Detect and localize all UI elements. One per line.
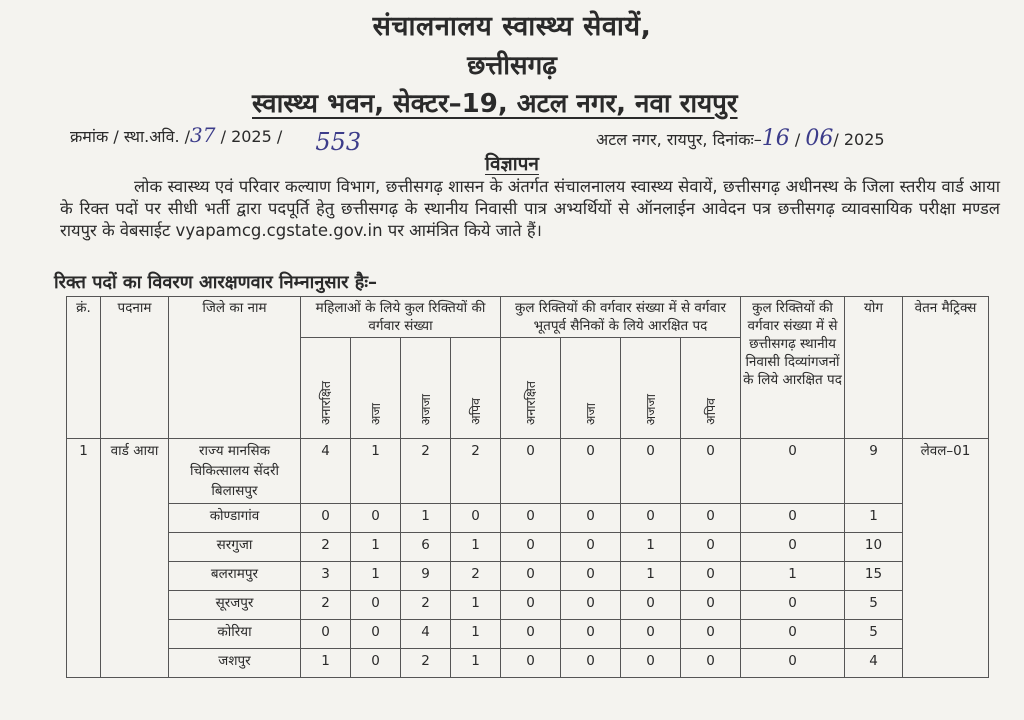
cell-women-sc: 1 [351, 439, 401, 504]
col-ex-obc [681, 338, 741, 439]
cell-ex-sc: 0 [561, 620, 621, 649]
col-women-ur [301, 338, 351, 439]
reference-number [70, 120, 362, 156]
notice-title: विज्ञापन [485, 153, 539, 175]
cell-divyang: 0 [741, 620, 845, 649]
cell-ex-ur: 0 [501, 504, 561, 533]
cell-district: कोण्डागांव [169, 504, 301, 533]
cell-divyang: 0 [741, 504, 845, 533]
cell-ex-ur: 0 [501, 533, 561, 562]
org-state: छत्तीसगढ़ [467, 51, 557, 81]
col-women-st [401, 338, 451, 439]
cell-post: वार्ड आया [101, 439, 169, 678]
col-ex-st-label: अजजा [642, 393, 658, 425]
table-row [67, 533, 989, 562]
cell-district: राज्य मानसिक चिकित्सालय सेंदरी बिलासपुर [169, 439, 301, 504]
cell-women-obc: 1 [451, 620, 501, 649]
col-post: पदनाम [101, 297, 169, 439]
cell-ex-st: 1 [621, 533, 681, 562]
org-address: स्वास्थ्य भवन, सेक्टर–19, अटल नगर, नवा रायपुर [252, 89, 738, 119]
cell-ex-obc: 0 [681, 562, 741, 591]
cell-district: कोरिया [169, 620, 301, 649]
col-ex-ur-label: अनारक्षित [522, 380, 538, 425]
col-exservice-group: कुल रिक्तियों की वर्गवार संख्या में से वर्गवार भूतपूर्व सैनिकों के लिये आरक्षित पद [501, 297, 741, 338]
cell-ex-sc: 0 [561, 562, 621, 591]
vacancy-table-wrapper [66, 296, 989, 678]
col-sno: क्रं. [67, 297, 101, 439]
cell-ex-sc: 0 [561, 649, 621, 678]
cell-women-st: 4 [401, 620, 451, 649]
cell-sno: 1 [67, 439, 101, 678]
col-total: योग [845, 297, 903, 439]
cell-women-st: 1 [401, 504, 451, 533]
cell-district: सरगुजा [169, 533, 301, 562]
col-pay: वेतन मैट्रिक्स [903, 297, 989, 439]
cell-women-ur: 1 [301, 649, 351, 678]
col-women-group: महिलाओं के लिये कुल रिक्तियों की वर्गवार संख्या [301, 297, 501, 338]
cell-divyang: 0 [741, 649, 845, 678]
col-ex-sc-label: अजा [582, 402, 598, 425]
cell-women-ur: 3 [301, 562, 351, 591]
file-number: 37 [190, 123, 216, 147]
col-ex-sc [561, 338, 621, 439]
cell-ex-ur: 0 [501, 439, 561, 504]
cell-total: 15 [845, 562, 903, 591]
cell-ex-st: 0 [621, 620, 681, 649]
cell-ex-obc: 0 [681, 591, 741, 620]
cell-ex-st: 0 [621, 591, 681, 620]
table-row [67, 562, 989, 591]
col-district: जिले का नाम [169, 297, 301, 439]
cell-ex-ur: 0 [501, 649, 561, 678]
cell-total: 1 [845, 504, 903, 533]
col-ex-ur [501, 338, 561, 439]
notice-paragraph [60, 176, 1000, 242]
place-date-prefix: अटल नगर, रायपुर, दिनांकः– [596, 130, 762, 149]
col-women-sc-label: अजा [367, 402, 383, 425]
cell-ex-obc: 0 [681, 649, 741, 678]
cell-women-st: 2 [401, 649, 451, 678]
col-ex-st [621, 338, 681, 439]
cell-total: 5 [845, 591, 903, 620]
cell-ex-obc: 0 [681, 439, 741, 504]
cell-women-ur: 2 [301, 591, 351, 620]
table-header-row [67, 297, 989, 338]
cell-ex-obc: 0 [681, 533, 741, 562]
cell-women-sc: 1 [351, 562, 401, 591]
cell-women-obc: 2 [451, 439, 501, 504]
date-year: / 2025 [833, 130, 885, 149]
cell-women-obc: 0 [451, 504, 501, 533]
cell-ex-st: 0 [621, 504, 681, 533]
cell-district: सूरजपुर [169, 591, 301, 620]
table-row [67, 439, 989, 504]
dispatch-number: 553 [315, 128, 362, 156]
cell-women-sc: 0 [351, 620, 401, 649]
cell-total: 5 [845, 620, 903, 649]
cell-women-obc: 1 [451, 533, 501, 562]
cell-ex-sc: 0 [561, 439, 621, 504]
col-women-st-label: अजजा [417, 393, 433, 425]
cell-women-ur: 2 [301, 533, 351, 562]
date-day: 16 [761, 126, 790, 151]
cell-ex-sc: 0 [561, 591, 621, 620]
cell-women-st: 9 [401, 562, 451, 591]
cell-women-st: 2 [401, 439, 451, 504]
cell-total: 4 [845, 649, 903, 678]
cell-women-obc: 2 [451, 562, 501, 591]
cell-women-ur: 4 [301, 439, 351, 504]
cell-total: 10 [845, 533, 903, 562]
table-row [67, 620, 989, 649]
reference-prefix: क्रमांक / स्था.अवि. / [70, 127, 191, 146]
cell-pay: लेवल–01 [903, 439, 989, 678]
col-women-obc-label: अपिव [467, 398, 483, 425]
vacancy-table [66, 296, 989, 678]
cell-women-st: 2 [401, 591, 451, 620]
cell-ex-obc: 0 [681, 620, 741, 649]
col-women-obc [451, 338, 501, 439]
cell-ex-st: 1 [621, 562, 681, 591]
cell-divyang: 0 [741, 533, 845, 562]
table-row [67, 504, 989, 533]
table-row [67, 649, 989, 678]
cell-ex-sc: 0 [561, 533, 621, 562]
cell-district: जशपुर [169, 649, 301, 678]
cell-ex-sc: 0 [561, 504, 621, 533]
col-ex-obc-label: अपिव [702, 398, 718, 425]
cell-divyang: 0 [741, 591, 845, 620]
cell-women-ur: 0 [301, 620, 351, 649]
cell-total: 9 [845, 439, 903, 504]
reference-year: / 2025 / [220, 127, 283, 146]
cell-divyang: 0 [741, 439, 845, 504]
cell-women-sc: 0 [351, 504, 401, 533]
cell-ex-st: 0 [621, 439, 681, 504]
cell-ex-obc: 0 [681, 504, 741, 533]
cell-women-sc: 0 [351, 649, 401, 678]
cell-women-sc: 1 [351, 533, 401, 562]
cell-women-obc: 1 [451, 591, 501, 620]
notice-paragraph-text: लोक स्वास्थ्य एवं परिवार कल्याण विभाग, छत्तीसगढ़ शासन के अंतर्गत संचालनालय स्वास्थ्य सेवायें, छत्तीसगढ़ अधीनस्थ के जिला स्तरीय वार्ड आया के रिक्त पदों पर सीधी भर्ती द्वारा पदपूर्ति हेतु छत्तीसगढ़ के स्थानीय निवासी पात्र अभ्यर्थियों से ऑनलाईन आवेदन पत्र छत्तीसगढ़ व्यावसायिक परीक्षा मण्डल रायपुर के वेबसाईट vyapamcg.cgstate.gov.in पर आमंत्रित किये जाते हैं। [60, 177, 1000, 240]
cell-ex-ur: 0 [501, 620, 561, 649]
cell-divyang: 1 [741, 562, 845, 591]
col-women-sc [351, 338, 401, 439]
table-title: रिक्त पदों का विवरण आरक्षणवार निम्नानुसार हैः– [54, 272, 377, 293]
col-women-ur-label: अनारक्षित [317, 380, 333, 425]
date-month: 06 [805, 126, 834, 151]
cell-ex-ur: 0 [501, 562, 561, 591]
place-date: अटल नगर, रायपुर, दिनांकः–16 / 06/ 2025 [596, 126, 885, 151]
cell-district: बलरामपुर [169, 562, 301, 591]
cell-women-st: 6 [401, 533, 451, 562]
cell-women-obc: 1 [451, 649, 501, 678]
cell-ex-st: 0 [621, 649, 681, 678]
table-row [67, 591, 989, 620]
col-divyang: कुल रिक्तियों की वर्गवार संख्या में से छत्तीसगढ़ स्थानीय निवासी दिव्यांगजनों के लिये आरक्षित पद [741, 297, 845, 439]
cell-ex-ur: 0 [501, 591, 561, 620]
org-name: संचालनालय स्वास्थ्य सेवायें, [372, 11, 652, 42]
cell-women-sc: 0 [351, 591, 401, 620]
cell-women-ur: 0 [301, 504, 351, 533]
notice-heading [0, 150, 1024, 176]
